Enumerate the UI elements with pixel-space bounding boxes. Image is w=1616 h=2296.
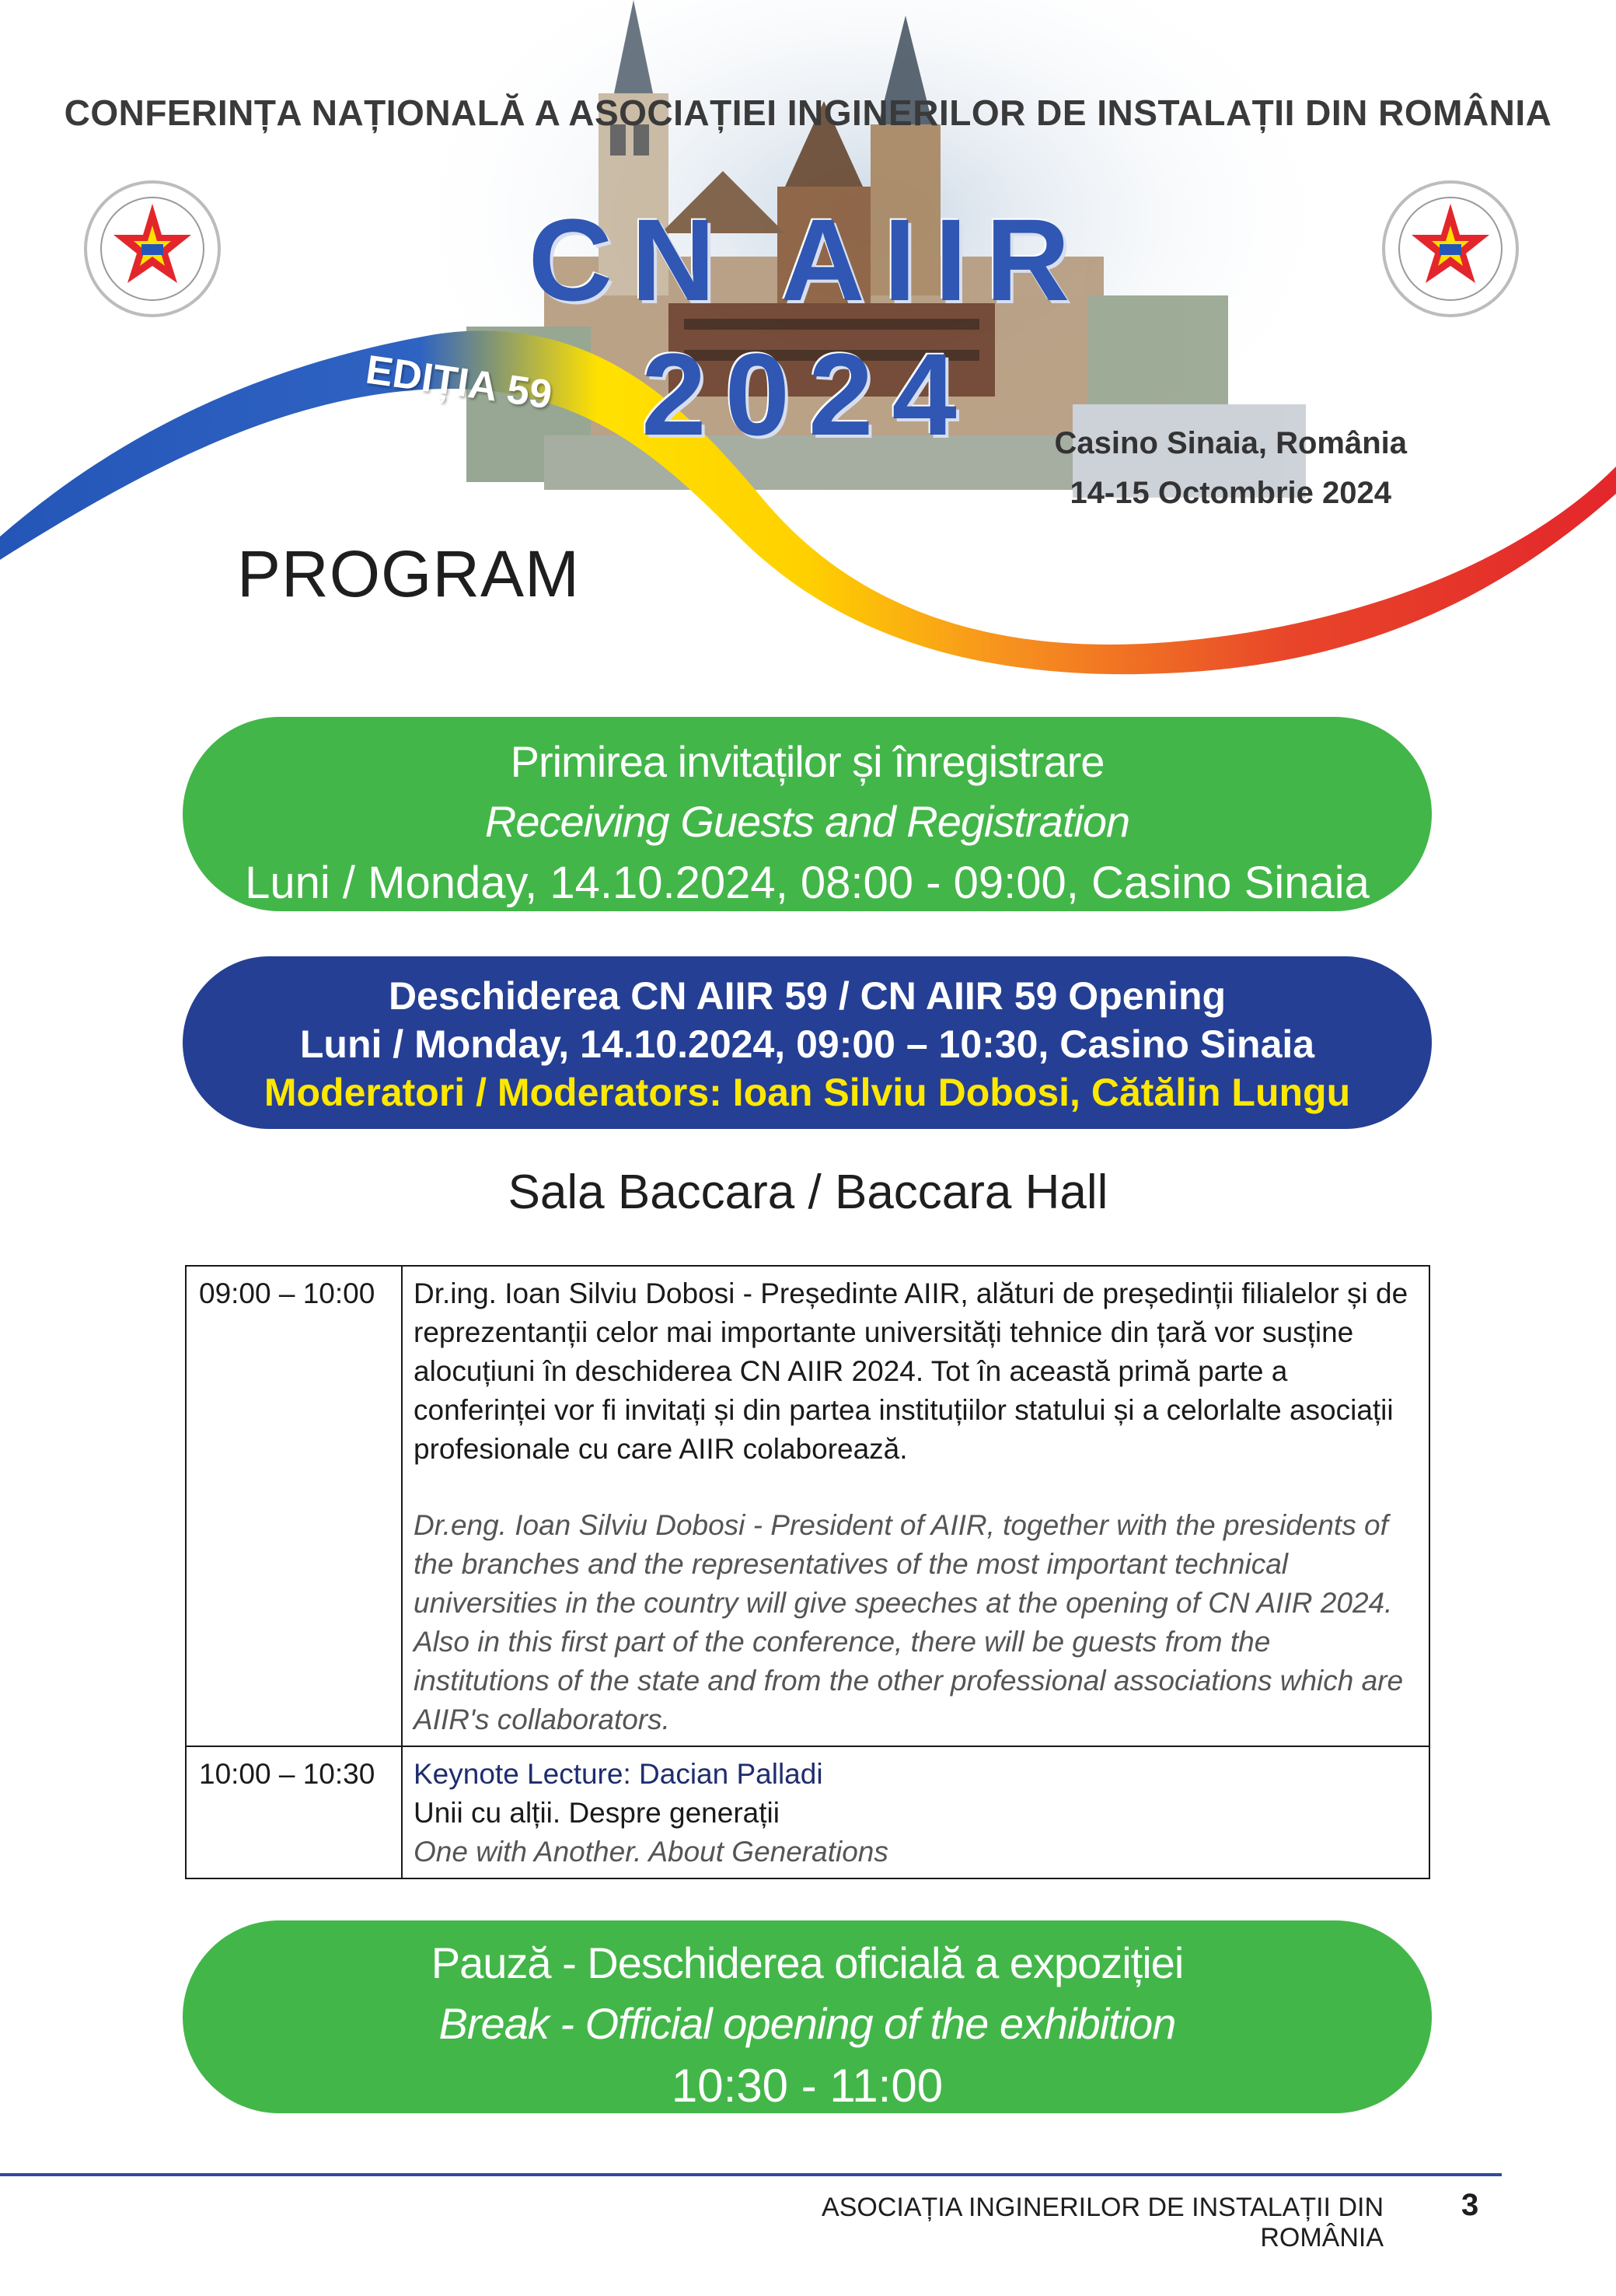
keynote-title-en: One with Another. About Generations	[414, 1836, 888, 1868]
description-cell	[402, 1266, 1429, 1746]
schedule-table	[185, 1265, 1430, 1879]
reception-when: Luni / Monday, 14.10.2024, 08:00 - 09:00, Casino Sinaia	[245, 858, 1370, 908]
break-when: 10:30 - 11:00	[671, 2060, 944, 2112]
event-title: CN AIIR 2024	[528, 194, 1089, 460]
aiir-logo-left	[86, 182, 219, 316]
footer-association: ASOCIAȚIA INGINERILOR DE INSTALAȚII DIN ROMÂNIA	[822, 2193, 1384, 2252]
description-cell	[402, 1746, 1429, 1878]
reception-banner	[183, 717, 1432, 911]
table-row	[186, 1266, 1429, 1746]
keynote-title-ro: Unii cu alții. Despre generații	[414, 1797, 780, 1829]
keynote-label: Keynote Lecture: Dacian Palladi	[414, 1758, 823, 1790]
time-cell: 09:00 – 10:00	[186, 1266, 402, 1746]
opening-moderators: Moderatori / Moderators: Ioan Silviu Dobosi, Cătălin Lungu	[264, 1071, 1351, 1114]
edition-label: EDIȚIA 59	[363, 347, 555, 418]
opening-banner	[183, 956, 1432, 1129]
aiir-logo-right	[1384, 182, 1517, 316]
page-title: PROGRAM	[237, 537, 581, 610]
break-title-ro: Pauză - Deschiderea oficială a expoziției	[431, 1938, 1184, 1987]
opening-title: Deschiderea CN AIIR 59 / CN AIIR 59 Opening	[388, 974, 1227, 1018]
reception-title-en: Receiving Guests and Registration	[484, 797, 1130, 846]
description-ro: Dr.ing. Ioan Silviu Dobosi - Președinte AIIR, alături de președinții filialelor și de reprezentanții celor mai importante universități tehnice din țară vor susține alocuțiuni în deschiderea CN AIIR 2024. Tot în această primă parte a conferinței vor fi invitați și din partea instituțiilor statului și a celorlalte asociații profesionale cu care AIIR colaborează.	[414, 1277, 1408, 1465]
page-number: 3	[1461, 2188, 1479, 2222]
venue-label: Casino Sinaia, România	[1054, 426, 1407, 460]
time-cell: 10:00 – 10:30	[186, 1746, 402, 1878]
table-row	[186, 1746, 1429, 1878]
dates-label: 14-15 Octombrie 2024	[1070, 476, 1391, 510]
reception-title-ro: Primirea invitaților și înregistrare	[510, 737, 1105, 786]
conference-title: CONFERINȚA NAȚIONALĂ A ASOCIAȚIEI INGINERILOR DE INSTALAȚII DIN ROMÂNIA	[64, 93, 1552, 133]
break-title-en: Break - Official opening of the exhibition	[438, 1999, 1176, 2048]
hall-heading: Sala Baccara / Baccara Hall	[508, 1165, 1108, 1219]
opening-when: Luni / Monday, 14.10.2024, 09:00 – 10:30, Casino Sinaia	[299, 1022, 1315, 1066]
footer-divider	[0, 2173, 1502, 2176]
break-banner	[183, 1920, 1432, 2113]
description-en: Dr.eng. Ioan Silviu Dobosi - President of AIIR, together with the presidents of the branches and the representatives of the most important technical universities in the country will give speeches at the opening of CN AIIR 2024. Also in this first part of the conference, there will be guests from the institutions of the state and from the other professional associations which are AIIR's collaborators.	[414, 1509, 1404, 1735]
